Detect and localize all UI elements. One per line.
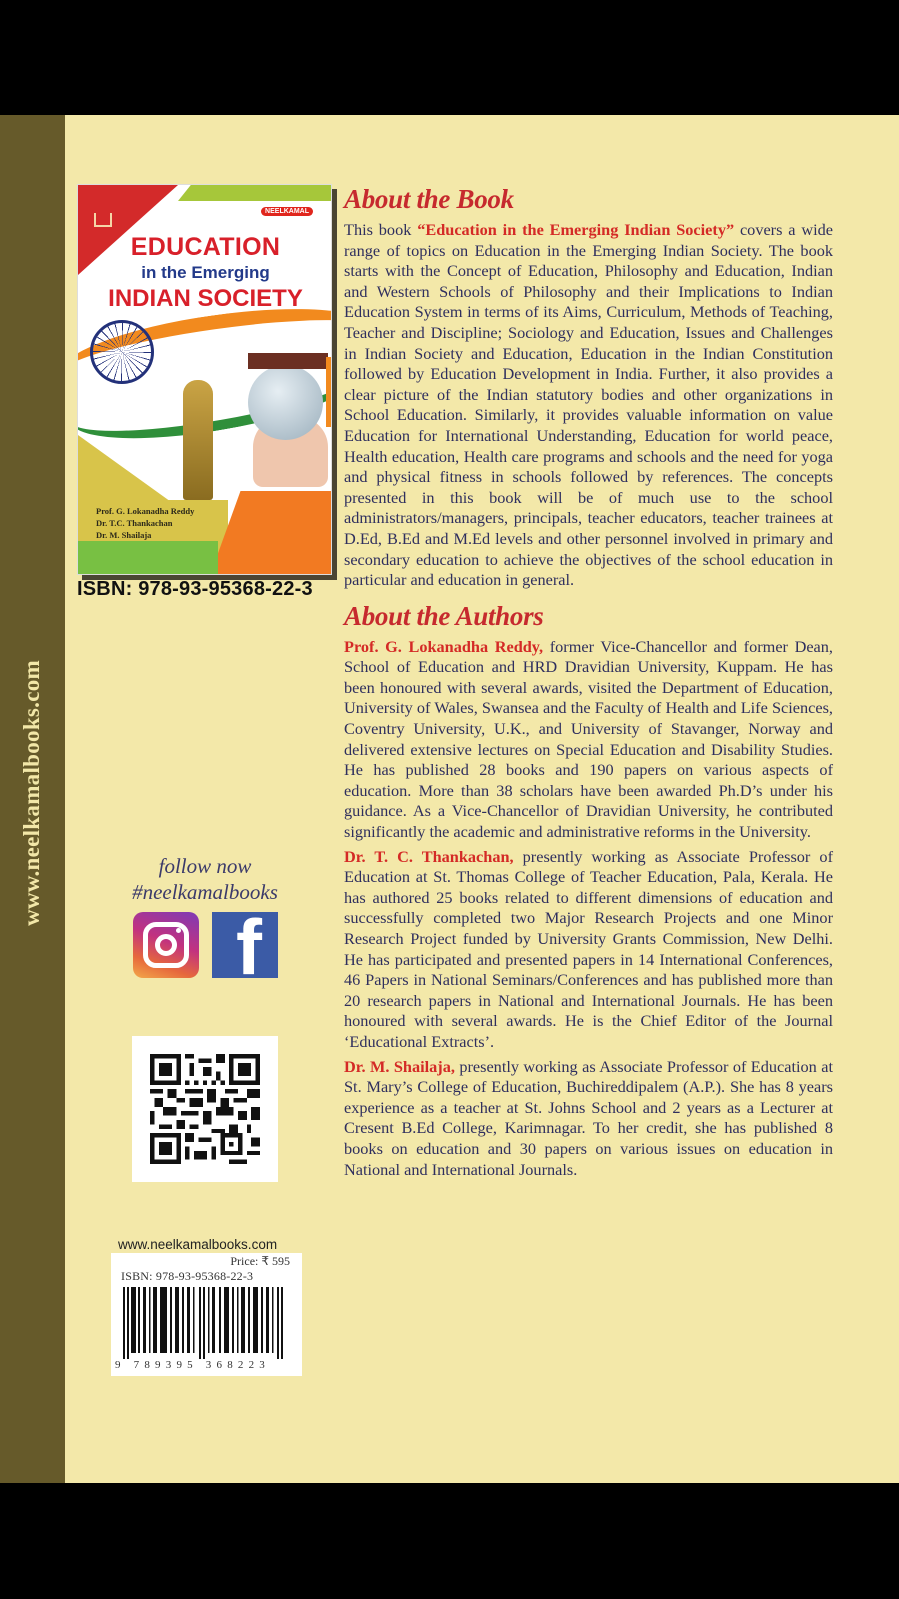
- about-book-intro: This book: [344, 220, 418, 239]
- book-title-quote: “Education in the Emerging Indian Society”: [417, 220, 735, 239]
- barcode-icon: [119, 1287, 299, 1359]
- cover-green-bar: [178, 185, 332, 201]
- cover-authors: [96, 505, 194, 541]
- qr-code-icon: [150, 1054, 260, 1164]
- book-back-cover: [0, 115, 899, 1483]
- facebook-icon[interactable]: [212, 912, 278, 978]
- cover-title-line3: INDIAN SOCIETY: [108, 285, 303, 312]
- social-icons: [133, 912, 278, 978]
- barcode-url: www.neelkamalbooks.com: [118, 1237, 278, 1252]
- barcode-isbn: ISBN: 978-93-95368-22-3: [121, 1269, 254, 1283]
- author-name: Prof. G. Lokanadha Reddy,: [344, 636, 544, 656]
- isbn-label: ISBN: 978-93-95368-22-3: [77, 578, 313, 600]
- follow-caption: [110, 853, 300, 905]
- globe-image: [248, 365, 323, 440]
- barcode-digits: 9 789395 368223: [115, 1359, 270, 1371]
- about-book-body: covers a wide range of topics on Education in the Emerging Indian Society. The book starts with the Concept of Education, Philosophy and Education, Indian and Western Schools of Philosophy and their Implications to Indian Education System in terms of its Aims, Curriculum, Methods of Teaching, Teacher and Discipline; Sociology and Education, Issues and Challenges in Indian Society and Education, Education in the Indian Constitution followed by Education Development in India. Further, it also provides a clear picture of the Indian statutory bodies and other organizations in School Education. Similarly, it provides valuable information on value Education for International Understanding, Education for world peace, Health education, Health care programs and schools and the need for yoga and physical fitness in schools followed by references. The concepts presented in this book will be of much use to the school administrators/managers, principals, teacher educators, teacher trainees at D.Ed, B.Ed and M.Ed levels and other personnel involved in primary and secondary education to achieve the objectives of the school education in particular and education in general.: [344, 220, 834, 590]
- facebook-f-glyph: f: [236, 912, 262, 978]
- description-column: [344, 182, 833, 1180]
- barcode-panel: [111, 1253, 302, 1376]
- publisher-badge: NEELKAMAL: [261, 207, 313, 216]
- graduation-cap-icon: [248, 353, 328, 369]
- author-bio: [344, 637, 833, 843]
- hashtag-text: #neelkamalbooks: [132, 880, 278, 904]
- cover-author-3: Dr. M. Shailaja: [96, 530, 152, 540]
- author-bio: [344, 1057, 833, 1181]
- about-book-paragraph: [344, 220, 833, 591]
- cover-title-line2: in the Emerging: [141, 263, 270, 282]
- cover-green-footer: [78, 541, 218, 575]
- instagram-icon[interactable]: [133, 912, 199, 978]
- national-emblem-icon: [183, 380, 213, 500]
- author-name: Dr. T. C. Thankachan,: [344, 846, 514, 866]
- spine-url: www.neelkamalbooks.com: [19, 659, 44, 927]
- cover-title-line1: EDUCATION: [130, 233, 281, 261]
- author-bio-text: presently working as Associate Professor of Education at St. Thomas College of Teacher Education, Pala, Kerala. He has authored 25 books related to different dimensions of education and successfully completed two Major Research Projects and one Minor Research Project funded by University Grants Commission, New Delhi. He has participated and presented papers in 14 International Conferences, 46 Papers in National Seminars/Conferences and has published more than 20 research papers in National and International Journals. He has been honoured with several awards. He is the Chief Editor of the Journal ‘Educational Extracts’.: [344, 846, 833, 1051]
- cover-author-1: Prof. G. Lokanadha Reddy: [96, 506, 195, 516]
- follow-now-text: follow now: [158, 854, 252, 878]
- cover-art: [77, 184, 332, 575]
- about-authors-heading: About the Authors: [344, 600, 544, 631]
- about-book-heading: About the Book: [344, 184, 514, 214]
- instagram-dot: [176, 928, 181, 933]
- cover-author-2: Dr. T.C. Thankachan: [96, 518, 173, 528]
- spine-band: [0, 115, 65, 1483]
- instagram-lens: [155, 934, 177, 956]
- author-bio-text: presently working as Associate Professor of Education at St. Mary’s College of Education, Buchireddipalem (A.P.). She has 8 years experience as a teacher at St. Johns School and 2 years as a Lecturer at Cresent B.Ed College, Karimnagar. To her credit, she has published 8 books on education and 30 papers on various issues on education in National and International Journals.: [344, 1056, 833, 1179]
- cover-thumbnail: [77, 184, 332, 575]
- author-name: Dr. M. Shailaja,: [344, 1056, 455, 1076]
- tassel-icon: [326, 357, 332, 427]
- author-bio: [344, 847, 833, 1053]
- qr-code[interactable]: [132, 1036, 278, 1182]
- ashoka-chakra-icon: [90, 320, 154, 384]
- price-label: Price: ₹ 595: [230, 1254, 290, 1268]
- author-bio-text: former Vice-Chancellor and former Dean, School of Education and HRD Dravidian University, Kuppam. He has been honoured with several awards, visited the Department of Education, University of Wales, Swansea and the Faculty of Health and Life Sciences, Coventry University, U.K., and University of Stavanger, Norway and delivered extensive lectures on Special Education and Disability Studies. He has published 28 books and 190 papers on various aspects of education. More than 38 scholars have been awarded Ph.D’s under his guidance. As a Vice-Chancellor of Dravidian University, he contributed significantly the academic and administrative reforms in the University.: [344, 636, 833, 842]
- publisher-logo-icon: [94, 213, 112, 227]
